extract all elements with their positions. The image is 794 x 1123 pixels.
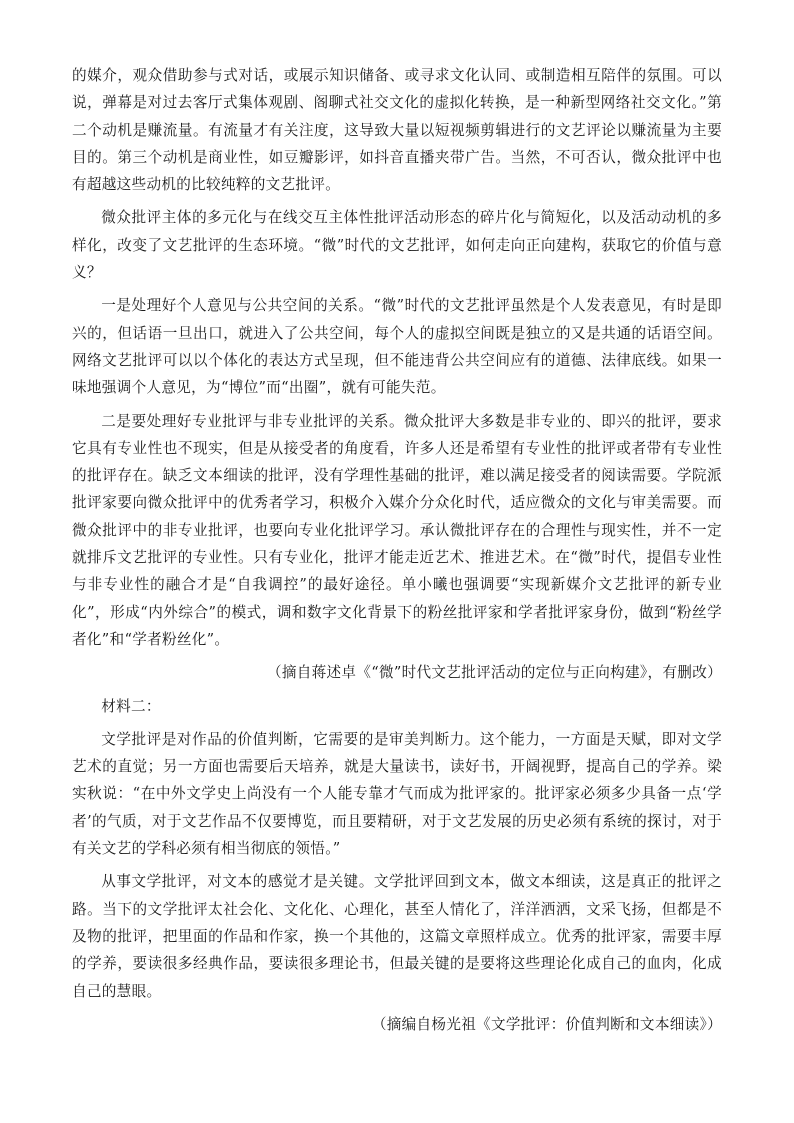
material2-source-citation: （摘编自杨光祖《文学批评：价值判断和文本细读》） [371, 1015, 722, 1033]
material2-heading: 材料二： [101, 697, 161, 715]
material1-paragraph-continued: 的媒介，观众借助参与式对话，或展示知识储备、或寻求文化认同、或制造相互陪伴的氛围。可以说，弹幕是对过去客厅式集体观剧、阁聊式社交文化的虚拟化转换，是一种新型网络社交文化。”第二个动机是赚流量。有流量才有关注度，这导致大量以短视频剪辑进行的文艺评论以赚流量为主要目的。第三个动机是商业性，如豆瓣影评，如抖音直播夹带广告。当然，不可否认，微众批评中也有超越这些动机的比较纯粹的文艺批评。 [72, 67, 722, 194]
material1-paragraph-point-one: 一是处理好个人意见与公共空间的关系。“微”时代的文艺批评虽然是个人发表意见，有时是即兴的，但话语一旦出口，就进入了公共空间，每个人的虚拟空间既是独立的又是共通的话语空间。网络文艺批评可以以个体化的表达方式呈现，但不能违背公共空间应有的道德、法律底线。如果一味地强调个人意见，为“博位”而“出圈”，就有可能失范。 [72, 297, 722, 397]
material2-paragraph-judgment: 文学批评是对作品的价值判断，它需要的是审美判断力。这个能力，一方面是天赋，即对文学艺术的直觉；另一方面也需要后天培养，就是大量读书，读好书，开阔视野，提高自己的学养。梁实秋说：“在中外文学史上尚没有一个人能专靠才气而成为批评家的。批评家必须多少具备一点‘学者’的气质，对于文艺作品不仅要博览，而且要精研，对于文艺发展的历史必须有系统的探讨，对于有关文艺的学科必须有相当彻底的领悟。” [72, 730, 722, 858]
material1-source-citation: （摘自蒋述卓《“微”时代文艺批评活动的定位与正向构建》，有删改） [266, 664, 722, 682]
material2-paragraph-text-reading: 从事文学批评，对文本的感觉才是关键。文学批评回到文本，做文本细读，这是真正的批评之路。当下的文学批评太社会化、文化化、心理化，甚至人情化了，洋洋洒洒，文采飞扬，但都是不及物的批评，把里面的作品和作家，换一个其他的，这篇文章照样成立。优秀的批评家，需要丰厚的学养，要读很多经典作品，要读很多理论书，但最关键的是要将这些理论化成自己的血肉，化成自己的慧眼。 [72, 873, 722, 1000]
material1-paragraph-point-two: 二是要处理好专业批评与非专业批评的关系。微众批评大多数是非专业的、即兴的批评，要求它具有专业性也不现实，但是从接受者的角度看，许多人还是希望有专业性的批评或者带有专业性的批评存在。缺乏文本细读的批评，没有学理性基础的批评，难以满足接受者的阅读需要。学院派批评家要向微众批评中的优秀者学习，积极介入媒介分众化时代，适应微众的文化与审美需要。而微众批评中的非专业批评，也要向专业化批评学习。承认微批评存在的合理性与现实性，并不一定就排斥文艺批评的专业性。只有专业化，批评才能走近艺术、推进艺术。在“微”时代，提倡专业性与非专业性的融合才是“自我调控”的最好途径。单小曦也强调要“实现新媒介文艺批评的新专业化”，形成“内外综合”的模式，调和数字文化背景下的粉丝批评家和学者批评家身份，做到“粉丝学者化”和“学者粉丝化”。 [72, 412, 722, 648]
material1-paragraph-ecology: 微众批评主体的多元化与在线交互主体性批评活动形态的碎片化与简短化，以及活动动机的多样化，改变了文艺批评的生态环境。“微”时代的文艺批评，如何走向正向建构，获取它的价值与意义？ [72, 209, 722, 282]
document-page [72, 62, 722, 1038]
